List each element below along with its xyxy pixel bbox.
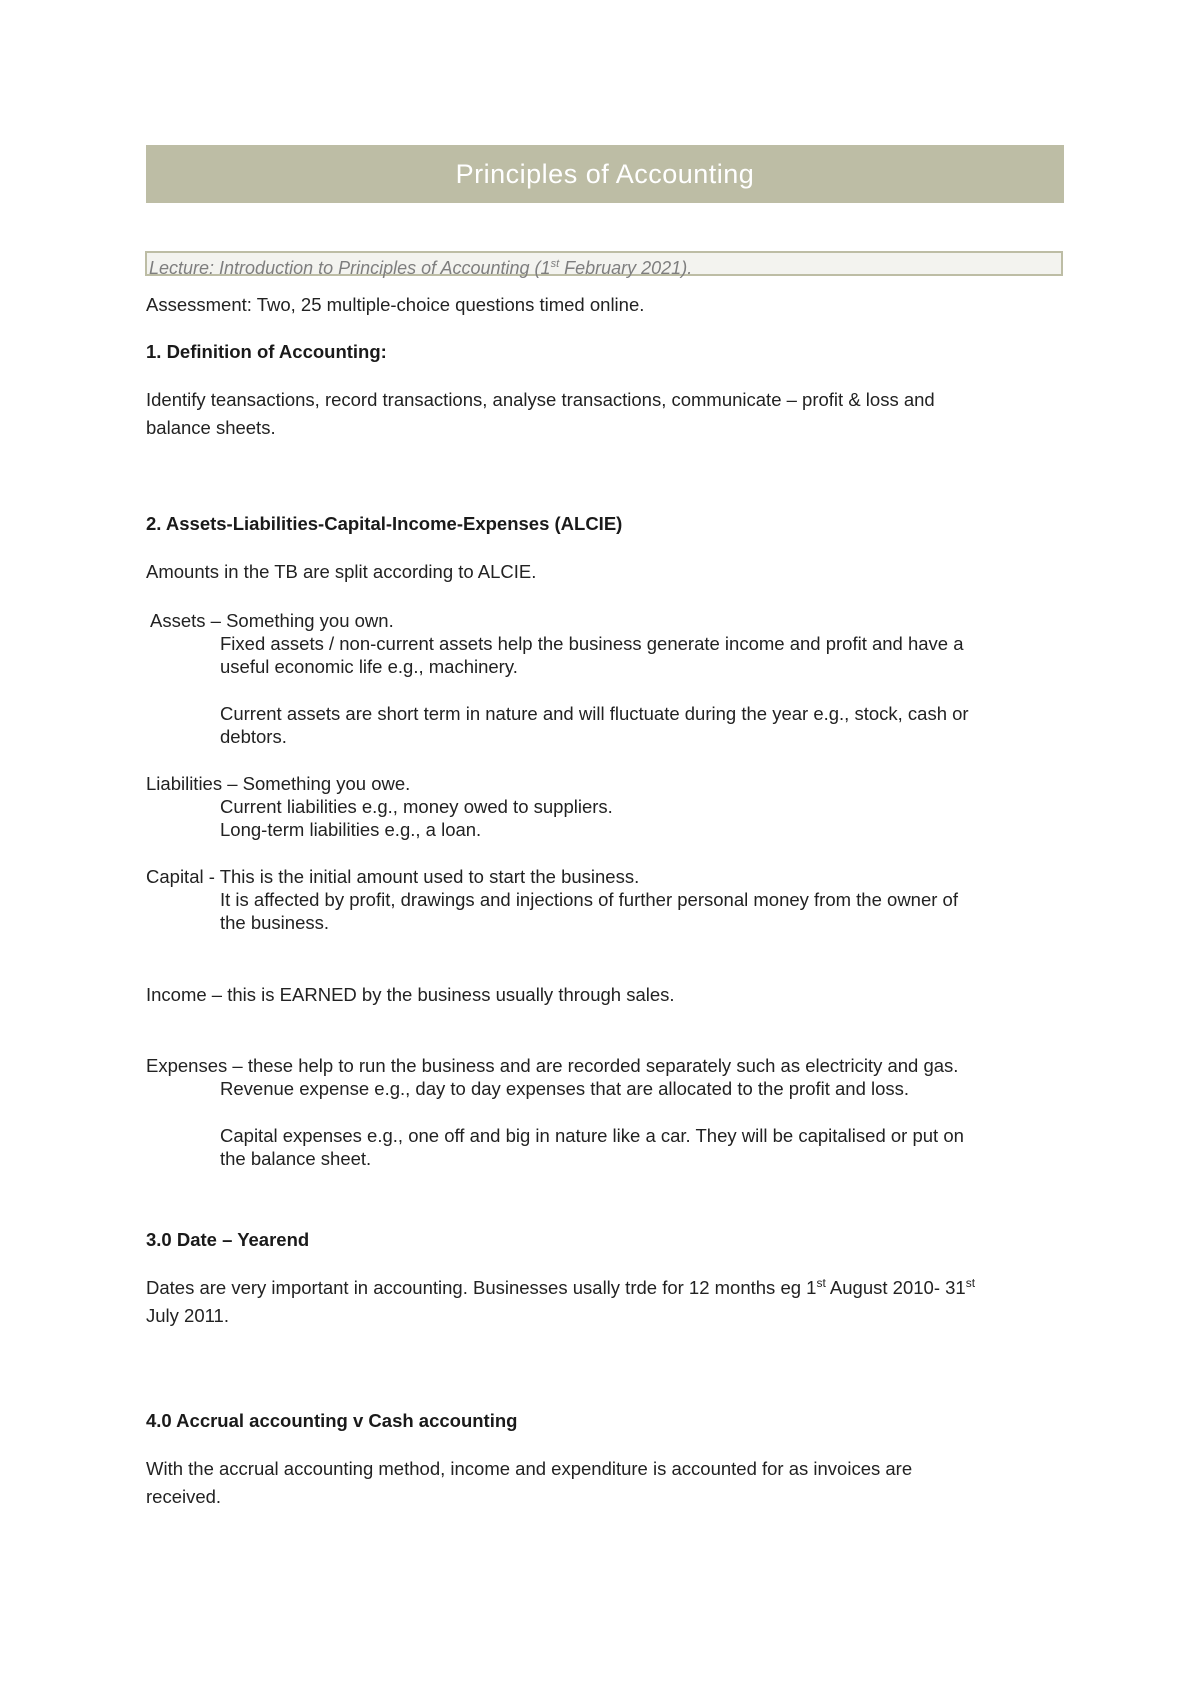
- assets-fixed-line1: Fixed assets / non-current assets help the business generate income and profit and have a: [220, 633, 964, 654]
- section3-line1: [146, 1274, 975, 1302]
- section3-line2: July 2011.: [146, 1305, 229, 1326]
- lecture-text-end: February 2021).: [559, 258, 693, 278]
- section2-heading: 2. Assets-Liabilities-Capital-Income-Expenses (ALCIE): [146, 513, 623, 534]
- liabilities-current: Current liabilities e.g., money owed to suppliers.: [220, 796, 613, 817]
- title-banner: [146, 145, 1064, 203]
- section4-line2: received.: [146, 1486, 222, 1507]
- section2-intro: Amounts in the TB are split according to ALCIE.: [146, 561, 537, 582]
- capital-line2: the business.: [220, 912, 330, 933]
- assessment-text: Assessment: Two, 25 multiple-choice questions timed online.: [146, 294, 645, 315]
- expenses-capital-line1: Capital expenses e.g., one off and big in nature like a car. They will be capitalised or put on: [220, 1125, 964, 1146]
- assets-fixed-line2: useful economic life e.g., machinery.: [220, 656, 518, 677]
- page-title: Principles of Accounting: [455, 158, 755, 189]
- lecture-info-box: [145, 251, 1063, 276]
- liabilities-title: Liabilities – Something you owe.: [146, 773, 411, 794]
- expenses-capital-line2: the balance sheet.: [220, 1148, 372, 1169]
- section4-heading: 4.0 Accrual accounting v Cash accounting: [146, 1410, 518, 1431]
- liabilities-longterm: Long-term liabilities e.g., a loan.: [220, 819, 482, 840]
- capital-title: Capital - This is the initial amount used to start the business.: [146, 866, 640, 887]
- lecture-text: Lecture: Introduction to Principles of Accounting (1: [149, 258, 551, 278]
- expenses-title: Expenses – these help to run the business and are recorded separately such as electricity and gas.: [146, 1055, 959, 1076]
- section1-heading: 1. Definition of Accounting:: [146, 341, 387, 362]
- section1-line1: Identify teansactions, record transactions, analyse transactions, communicate – profit & loss and: [146, 389, 935, 410]
- assets-current-line2: debtors.: [220, 726, 287, 747]
- section3-heading: 3.0 Date – Yearend: [146, 1229, 310, 1250]
- section3-text-b: August 2010- 31: [825, 1277, 966, 1298]
- section4-line1: With the accrual accounting method, income and expenditure is accounted for as invoices are: [146, 1458, 913, 1479]
- section3-sup-a: st: [816, 1275, 826, 1290]
- expenses-revenue: Revenue expense e.g., day to day expenses that are allocated to the profit and loss.: [220, 1078, 910, 1099]
- section3-sup-b: st: [965, 1275, 976, 1290]
- section3-text-a: Dates are very important in accounting. Businesses usally trde for 12 months eg 1: [146, 1277, 817, 1298]
- assets-title: Assets – Something you own.: [150, 610, 394, 631]
- capital-line1: It is affected by profit, drawings and injections of further personal money from the owner of: [220, 889, 958, 910]
- lecture-sup: st: [550, 258, 560, 270]
- assets-current-line1: Current assets are short term in nature and will fluctuate during the year e.g., stock, cash or: [220, 703, 969, 724]
- income-text: Income – this is EARNED by the business usually through sales.: [146, 984, 675, 1005]
- section1-line2: balance sheets.: [146, 417, 276, 438]
